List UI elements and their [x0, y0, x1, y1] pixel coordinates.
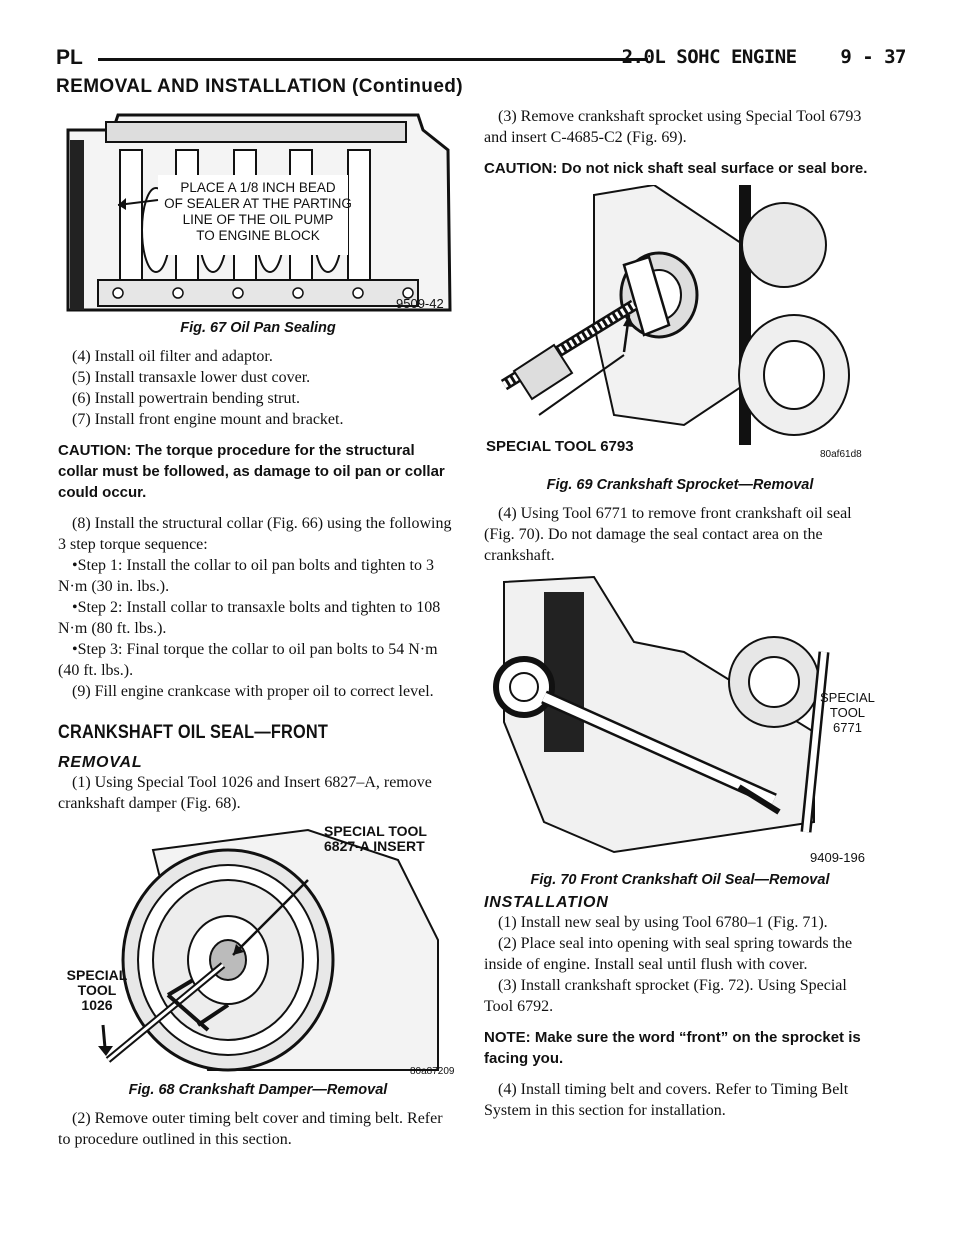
bullet-step: •Step 1: Install the collar to oil pan bolts and tighten to 3 N·m (30 in. lbs.). [58, 557, 434, 595]
label-line: 6771 [833, 720, 862, 735]
step-text: (1) Install new seal by using Tool 6780–1 (Fig. 71). [498, 914, 828, 931]
callout-line: TO ENGINE BLOCK [196, 228, 320, 243]
step-text: (2) Remove outer timing belt cover and timing belt. Refer to procedure outlined in this section. [58, 1110, 443, 1148]
page-header [56, 46, 906, 74]
step-text: (4) Install timing belt and covers. Refer to Timing Belt System in this section for installation. [484, 1081, 849, 1119]
fig67-callout [158, 180, 358, 244]
fig70-illustration [484, 572, 876, 872]
fig68-label-tool [62, 968, 132, 1013]
callout-line: PLACE A 1/8 INCH BEAD [180, 180, 336, 195]
fig69-caption: Fig. 69 Crankshaft Sprocket—Removal [546, 477, 814, 493]
right-column [484, 106, 876, 1121]
fig68-label-insert [324, 824, 427, 854]
step-text: (8) Install the structural collar (Fig. 66) using the following 3 step torque sequence: [58, 515, 452, 553]
removal-heading: REMOVAL [58, 754, 143, 771]
callout-line: LINE OF THE OIL PUMP [182, 212, 334, 227]
label-line: 1026 [81, 997, 113, 1013]
label-line: TOOL [829, 705, 866, 720]
bullet-step: •Step 2: Install collar to transaxle bolts and tighten to 108 N·m (80 ft. lbs.). [58, 599, 441, 637]
fig70-caption: Fig. 70 Front Crankshaft Oil Seal—Removal [530, 872, 830, 888]
fig69-label: SPECIAL TOOL 6793 [486, 438, 634, 455]
step-text: (4) Using Tool 6771 to remove front crankshaft oil seal (Fig. 70). Do not damage the seal contact area on the crankshaft. [484, 505, 852, 564]
fig69-code: 80af61d8 [820, 449, 862, 460]
header-rule [98, 58, 648, 61]
label-line: TOOL [77, 982, 117, 998]
bullet-step: •Step 3: Final torque the collar to oil pan bolts to 54 N·m (40 ft. lbs.). [58, 641, 438, 679]
header-page-ref: 2.0L SOHC ENGINE 9 - 37 [621, 46, 906, 68]
crankshaft-damper-drawing [58, 820, 458, 1082]
step-text: (1) Using Special Tool 1026 and Insert 6827–A, remove crankshaft damper (Fig. 68). [58, 774, 432, 812]
fig67-code: 9509-42 [396, 296, 444, 311]
continued-title: REMOVAL AND INSTALLATION (Continued) [56, 76, 464, 97]
sprocket-removal-drawing [484, 185, 876, 467]
label-line: SPECIAL TOOL [324, 823, 427, 839]
left-column [58, 110, 458, 1150]
caution-structural-collar: CAUTION: The torque procedure for the structural collar must be followed, as damage to oil pan or collar could occur. [58, 442, 445, 501]
fig69-illustration [484, 185, 876, 467]
caution-seal-bore: CAUTION: Do not nick shaft seal surface or seal bore. [484, 160, 868, 177]
step-text: (3) Install crankshaft sprocket (Fig. 72). Using Special Tool 6792. [484, 977, 847, 1015]
fig68-code: 80a87209 [410, 1066, 455, 1077]
fig68-caption: Fig. 68 Crankshaft Damper—Removal [128, 1082, 388, 1098]
fig70-label [820, 690, 875, 735]
label-line: 6827-A INSERT [324, 838, 425, 854]
fig68-illustration [58, 820, 458, 1082]
step-text: (3) Remove crankshaft sprocket using Special Tool 6793 and insert C-4685-C2 (Fig. 69). [484, 108, 862, 146]
step-text: (5) Install transaxle lower dust cover. [72, 369, 311, 386]
step-text: (2) Place seal into opening with seal spring towards the inside of engine. Install seal until flush with cover. [484, 935, 853, 973]
step-text: (6) Install powertrain bending strut. [72, 390, 300, 407]
fig70-code: 9409-196 [810, 850, 865, 865]
label-line: SPECIAL [820, 690, 875, 705]
note-sprocket-front: NOTE: Make sure the word “front” on the sprocket is facing you. [484, 1029, 861, 1067]
fig67-illustration [58, 110, 458, 320]
fig67-caption: Fig. 67 Oil Pan Sealing [180, 320, 336, 336]
step-text: (7) Install front engine mount and bracket. [72, 411, 344, 428]
step-text: (9) Fill engine crankcase with proper oil to correct level. [72, 683, 434, 700]
callout-line: OF SEALER AT THE PARTING [164, 196, 352, 211]
section-title: CRANKSHAFT OIL SEAL—FRONT [58, 722, 328, 743]
installation-heading: INSTALLATION [484, 894, 609, 911]
label-line: SPECIAL [66, 967, 128, 983]
header-section-code: PL [56, 46, 83, 69]
step-text: (4) Install oil filter and adaptor. [72, 348, 273, 365]
seal-removal-drawing [484, 572, 876, 872]
